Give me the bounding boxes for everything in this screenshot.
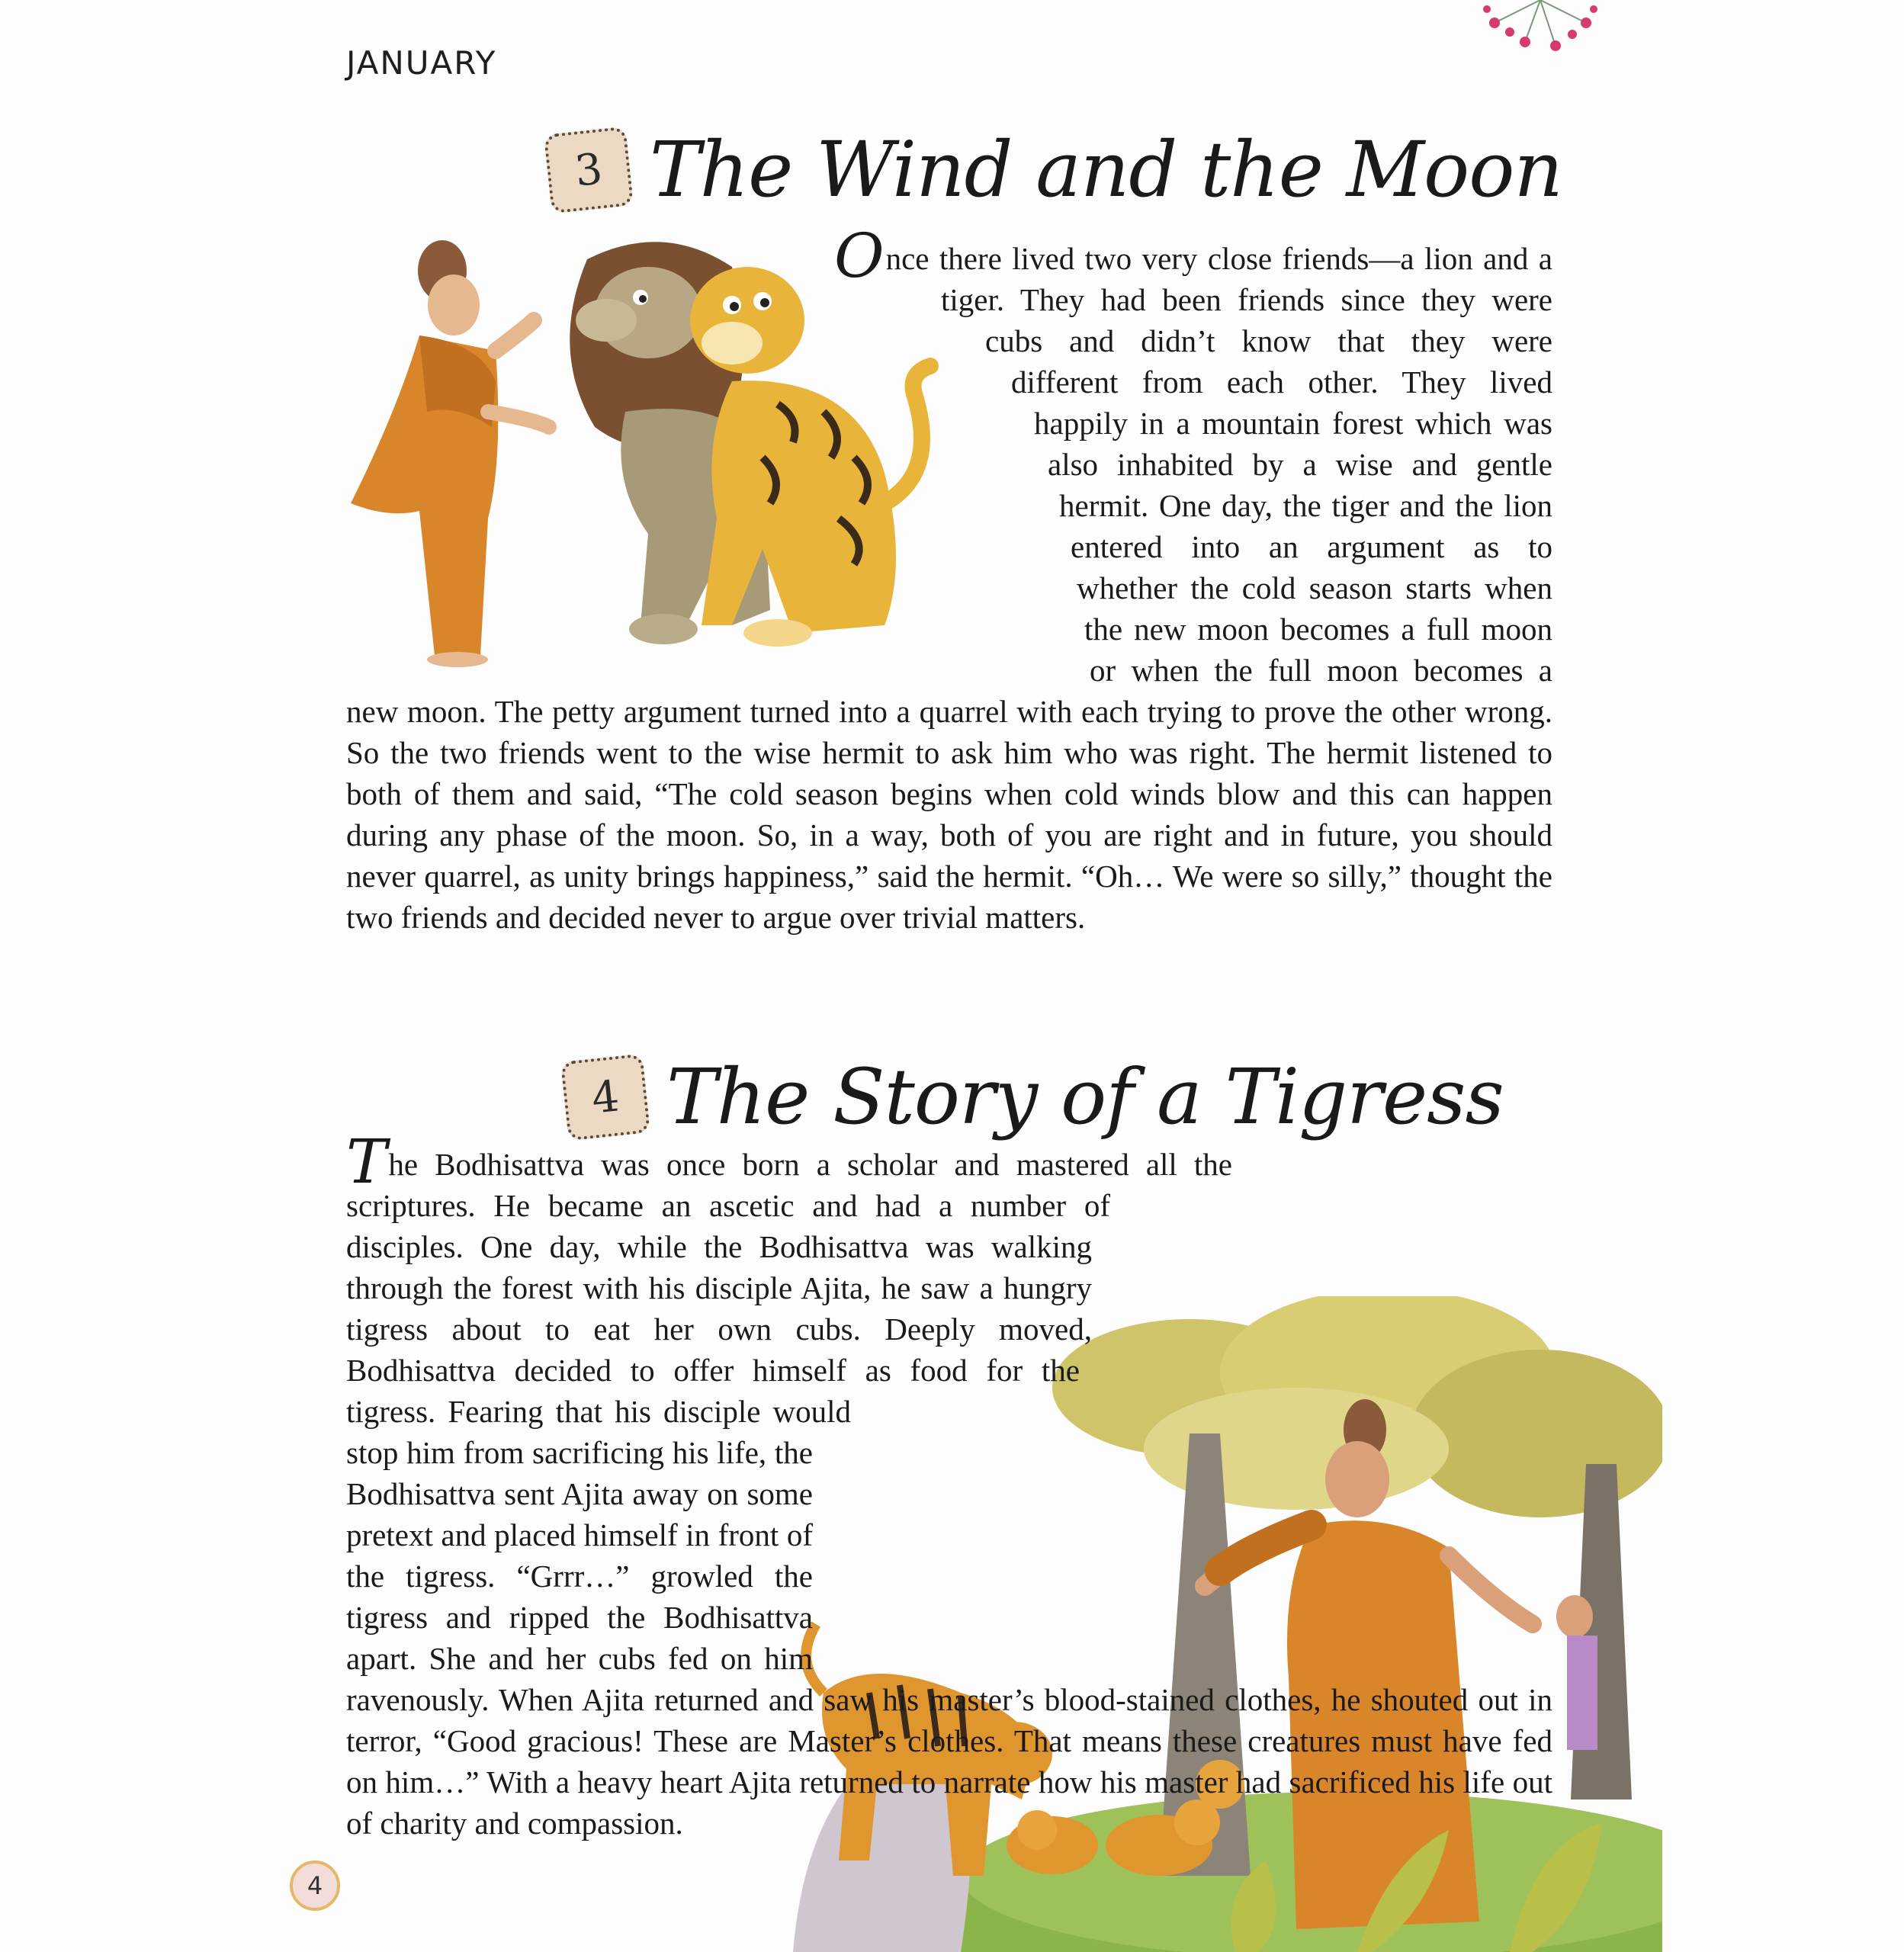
story-number-badge: 4 [560,1053,650,1141]
month-header: JANUARY [346,44,497,82]
story-number-badge: 3 [544,126,634,214]
drop-cap: O [834,220,885,291]
disciple-figure [1556,1595,1597,1750]
story-body [346,1126,1552,1844]
story-body [346,220,1552,938]
page-number: 4 [290,1860,340,1911]
drop-cap: T [346,1126,387,1197]
story-title: The Wind and the Moon [650,125,1562,214]
story-body-text: nce there lived two very close friends—a lion and a tiger. They had been friends since they were cubs and didn’t know that they were different from each other. They lived happily in a mountain forest which was also inhabited by a wise and gentle hermit. One day, the tiger and the lion entered into an argument as to whether the cold season starts when the new moon becomes a full moon or when the full moon becomes a new moon. The petty argument turned into a quarrel with each trying to prove the other wrong. So the two friends went to the wise hermit to ask him who was right. The hermit listened to both of them and said, “The cold season begins when cold winds blow and this can happen during any phase of the moon. So, in a way, both of you are right and in future, you should never quarrel, as unity brings happiness,” said the hermit. “Oh… We were so silly,” thought the two friends and decided never to argue over trivial matters. [346,241,1552,935]
story-title: The Story of a Tigress [666,1052,1504,1141]
story-body-text: he Bodhisattva was once born a scholar and mastered all the scriptures. He became an ascetic and had a number of disciples. One day, while the Bodhisattva was walking through the forest with his disciple Ajita, he saw a hungry tigress about to eat her own cubs. Deeply moved, Bodhisattva decided to offer himself as food for the tigress. Fearing that his disciple would stop him from sacrificing his life, the Bodhisattva sent Ajita away on some pretext and placed himself in front of the tigress. “Grrr…” growled the tigress and ripped the Bodhisattva apart. She and her cubs fed on him ravenously. When Ajita returned and saw his master’s blood-stained clothes, he shouted out in terror, “Good gracious! These are Master’s clothes. That means these creatures must have fed on him…” With a heavy heart Ajita returned to narrate how his master had sacrificed his life out of charity and compassion. [346,1147,1552,1841]
flower-ornament-icon [1479,0,1601,61]
story-title-row [547,125,1562,214]
story-title-row [564,1052,1504,1141]
